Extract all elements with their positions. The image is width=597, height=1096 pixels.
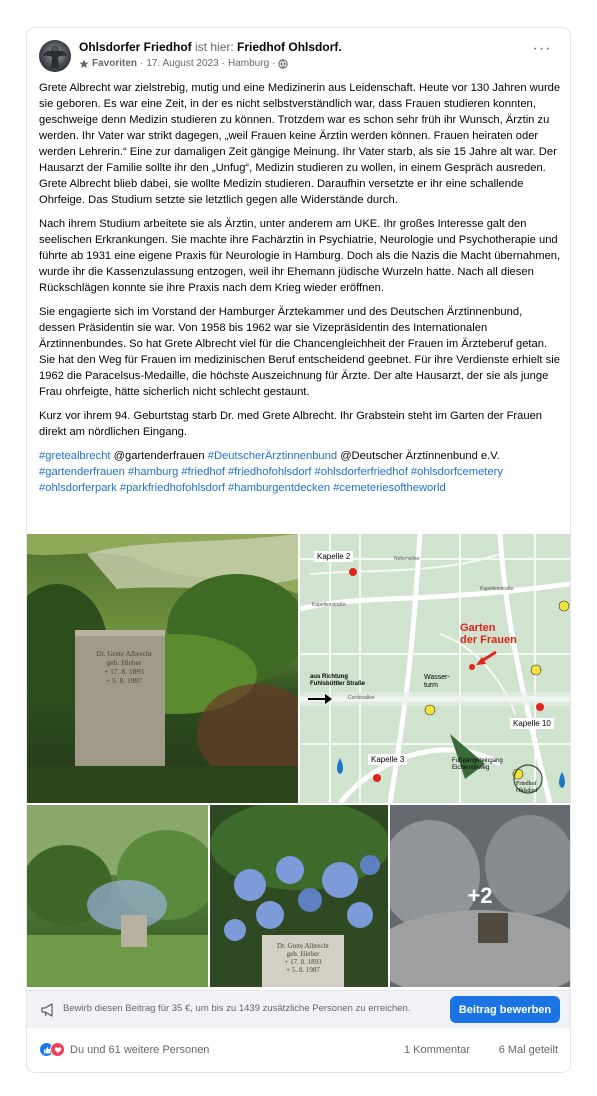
gravestone-scene bbox=[27, 534, 298, 803]
photo-map[interactable] bbox=[300, 534, 570, 803]
hashtags bbox=[39, 448, 561, 496]
hashtag-link[interactable]: #gartenderfrauen #hamburg #friedhof #friedhofohlsdorf #ohlsdorferfriedhof #ohlsdorfcemetery #ohlsdorferpark #parkfriedhofohlsdorf #hamburgentdecken #cemeteriesoftheworld bbox=[39, 466, 503, 494]
megaphone-icon bbox=[41, 1003, 57, 1017]
map-richtung-line1: aus Richtung bbox=[310, 674, 349, 680]
map-label-richtung bbox=[310, 674, 365, 688]
angel-statue-icon bbox=[39, 40, 71, 72]
map-garten-line1: Garten bbox=[460, 622, 496, 634]
more-photos-overlay[interactable]: +2 bbox=[390, 805, 570, 987]
boost-post-button[interactable]: Beitrag bewerben bbox=[450, 996, 560, 1023]
globe-icon bbox=[278, 59, 288, 69]
map-eingang-line1: Fußgängereingang bbox=[452, 758, 503, 764]
boost-text: Bewirb diesen Beitrag für 35 €, um bis zu 1439 zusätzliche Personen zu erreichen. bbox=[63, 1003, 411, 1014]
paragraph-4: Kurz vor ihrem 94. Geburtstag starb Dr. med Grete Albrecht. Ihr Grabstein steht im Garten der Frauen direkt am nördlichen Eingang. bbox=[39, 410, 543, 438]
heart-icon bbox=[50, 1042, 65, 1057]
map-wasserturm-line2: turm bbox=[424, 682, 438, 689]
dot-separator: · bbox=[272, 58, 276, 69]
page-avatar[interactable] bbox=[39, 40, 71, 72]
engagement-bar bbox=[39, 1038, 558, 1066]
reactions-summary[interactable] bbox=[39, 1042, 209, 1057]
paragraph-3: Sie engagierte sich im Vorstand der Hamburger Ärztekammer und des Deutschen Ärztinnenbund, dessen Präsidentin sie war. Von 1958 bis 1962 war sie Vizepräsidentin des Internationalen Ärztinnenbundes. So hat Grete Albrecht viel für die Chancengleichheit der Frauen im Ärzteberuf getan. Sie hat den Weg für Frauen im medizinischen Beruf entscheidend geebnet. Für ihre Verdienste erhielt sie 1962 die Paracelsus-Medaille, die höchste Auszeichnung für Ärzte. Der alte Hausarzt, der sie als junge Frau ohrfeigte, hätte sicherlich nicht schlecht gestaunt. bbox=[39, 306, 560, 398]
post-text bbox=[39, 80, 561, 504]
grave-name: Dr. Grete Albrecht bbox=[96, 649, 152, 658]
comments-count[interactable]: 1 Kommentar bbox=[403, 1044, 470, 1056]
photo-garden[interactable] bbox=[27, 805, 208, 987]
grave-birth: + 17. 8. 1893 bbox=[104, 667, 144, 676]
map-richtung-line2: Fuhlsbüttler Straße bbox=[310, 681, 366, 687]
post-card bbox=[27, 28, 570, 1072]
mention-text[interactable]: @Deutscher Ärztinnenbund e.V. bbox=[337, 450, 500, 462]
location-link[interactable]: Friedhof Ohlsdorf. bbox=[237, 40, 342, 54]
hashtag-link[interactable]: #DeutscherÄrztinnenbund bbox=[207, 450, 338, 462]
photo-hydrangea[interactable] bbox=[210, 805, 388, 987]
reactions-text: Du und 61 weitere Personen bbox=[70, 1043, 210, 1056]
map-label-wasserturm bbox=[424, 674, 450, 690]
map-logo-line2: Ohlsdorf bbox=[516, 788, 538, 794]
map-label-kapellenstrasse: Kapellenstraße bbox=[312, 602, 346, 608]
favorites-label[interactable]: Favoriten bbox=[92, 58, 138, 69]
photo-snow[interactable] bbox=[390, 805, 570, 987]
post-city: Hamburg bbox=[228, 58, 270, 69]
page-name-link[interactable]: Ohlsdorfer Friedhof bbox=[79, 40, 192, 54]
map-label-kapelle3: Kapelle 3 bbox=[368, 754, 407, 765]
star-icon bbox=[79, 59, 89, 69]
map-garten-line2: der Frauen bbox=[460, 634, 517, 646]
map-label-cordesallee: Cordesallee bbox=[348, 695, 375, 701]
map-eingang-line2: Eichenlohweg bbox=[452, 765, 490, 771]
post-date[interactable]: 17. August 2023 bbox=[146, 58, 219, 69]
photo-gravestone[interactable] bbox=[27, 534, 298, 803]
map-logo-line1: Friedhof bbox=[516, 781, 537, 787]
map-wasserturm-line1: Wasser- bbox=[424, 674, 450, 681]
map-label-nebenallee: Nebenallee bbox=[394, 556, 420, 562]
dot-separator: · bbox=[140, 58, 144, 69]
map-logo bbox=[516, 781, 537, 795]
mention-text[interactable]: @gartenderfrauen bbox=[110, 450, 208, 462]
map-label-kapelle10: Kapelle 10 bbox=[510, 718, 554, 729]
map-label-garten bbox=[460, 622, 517, 646]
post-headline bbox=[79, 40, 342, 54]
post-meta bbox=[79, 58, 288, 69]
cemetery-map bbox=[300, 534, 570, 803]
more-options-button[interactable]: ··· bbox=[532, 40, 552, 57]
garden-scene bbox=[27, 805, 208, 987]
grave-birthname-2: geb. Hieber bbox=[286, 950, 320, 958]
grave-birthname: geb. Hieber bbox=[106, 658, 142, 667]
boost-bar bbox=[27, 990, 570, 1028]
grave-death-2: + 5. 8. 1987 bbox=[286, 966, 320, 974]
hashtag-link[interactable]: #gretealbrecht bbox=[39, 450, 111, 462]
post-header bbox=[39, 40, 558, 84]
shares-count[interactable]: 6 Mal geteilt bbox=[498, 1044, 558, 1056]
grave-name-2: Dr. Grete Albrecht bbox=[277, 942, 329, 950]
paragraph-2: Nach ihrem Studium arbeitete sie als Ärztin, unter anderem am UKE. Ihr großes Interesse galt den seelischen Erkrankungen. Sie machte ihre Fachärztin in Psychiatrie, Neurologie und Psychotherapie und führte ab 1931 eine eigene Praxis für Neurologie in Hamburg. Doch als die Nazis die Macht übernahmen, wurde ihr die Kassenzulassung entzogen, weil ihr Ehemann jüdische Wurzeln hatte. Nach all diesen Rückschlägen konnte sie ihre Praxis nach dem Krieg wieder eröffnen. bbox=[39, 218, 561, 294]
grave-birth-2: + 17. 8. 1893 bbox=[284, 958, 322, 966]
map-label-kapelle2: Kapelle 2 bbox=[314, 551, 353, 562]
is-here-text: ist hier: bbox=[195, 40, 234, 54]
grave-death: + 5. 8. 1987 bbox=[105, 676, 143, 685]
map-label-kapellenstrasse-east: Kapellenstraße bbox=[480, 586, 514, 592]
dot-separator: · bbox=[221, 58, 225, 69]
paragraph-1: Grete Albrecht war zielstrebig, mutig und eine Medizinerin aus Leidenschaft. Heute vor 130 Jahren wurde sie geboren. Es war eine Zeit, in der es nicht selbstverständlich war, dass Frauen studieren konnten, geschweige denn Medizin studieren zu können. Trotzdem war es schon sehr früh ihr Wunsch, Ärztin zu werden. Ihr Vater war strikt dagegen, „weil Frauen keine Ärztin werden können. Frauen heiraten oder werden Lehrerin.“ Eine zur damaligen Zeit gängige Meinung. Ihr Vater starb, als sie 15 Jahre alt war. Der Hausarzt der Familie sollte ihr den „Unfug“, Medizin studieren zu wollen, in einem Gespräch ausreden. Grete Albrecht blieb dabei, sie wollte Medizin studieren. Daraufhin versetzte er ihr eine schallende Ohrfeige. Das Studium setzte sie letztlich gegen alle Widerstände durch. bbox=[39, 82, 561, 206]
map-label-eingang bbox=[452, 758, 503, 772]
